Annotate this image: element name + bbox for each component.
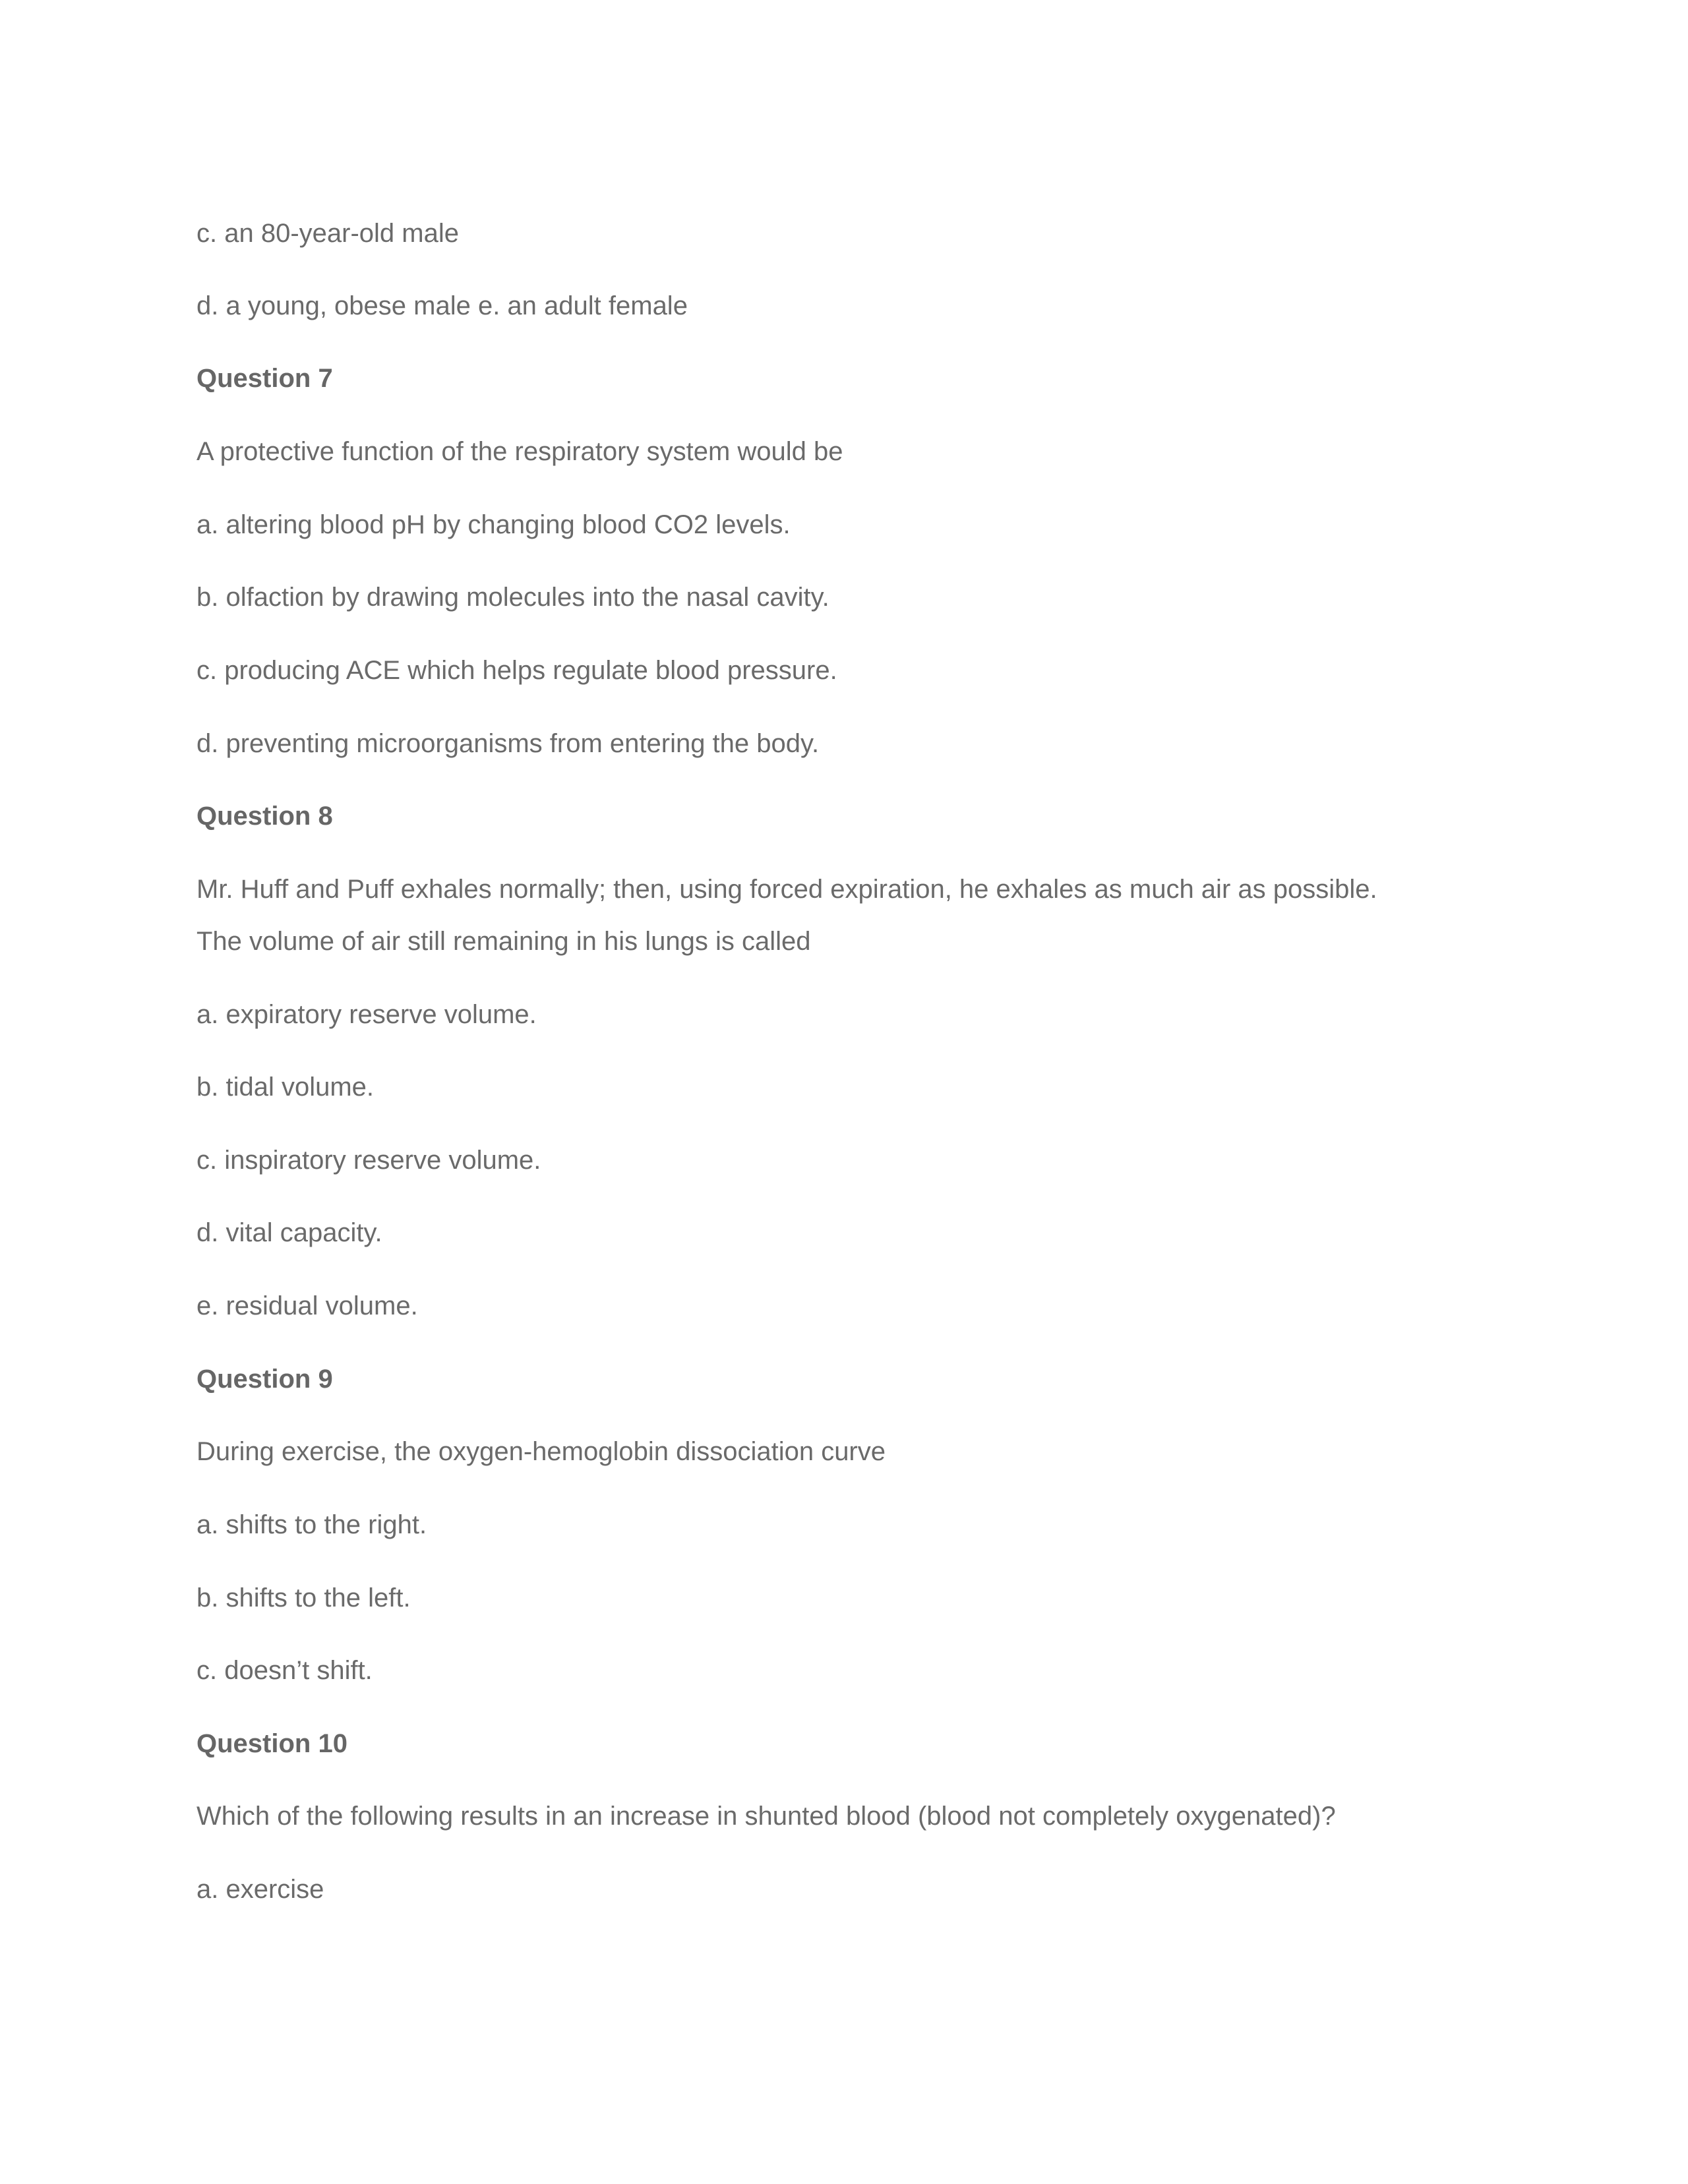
- question-8-stem-line-2: The volume of air still remaining in his lungs is called: [196, 927, 811, 956]
- question-8-option-c: c. inspiratory reserve volume.: [196, 1146, 541, 1175]
- question-10-stem: Which of the following results in an increase in shunted blood (blood not completely oxygenated)?: [196, 1802, 1336, 1831]
- question-8-option-b: b. tidal volume.: [196, 1073, 375, 1102]
- question-7-stem: A protective function of the respiratory system would be: [196, 437, 843, 466]
- question-7-option-a: a. altering blood pH by changing blood CO2 levels.: [196, 510, 791, 539]
- question-7-option-c: c. producing ACE which helps regulate blood pressure.: [196, 656, 837, 685]
- q6-option-c: c. an 80-year-old male: [196, 219, 459, 248]
- question-10-option-a: a. exercise: [196, 1875, 324, 1904]
- question-8-stem-line-1: Mr. Huff and Puff exhales normally; then, using forced expiration, he exhales as much air as possible.: [196, 875, 1377, 904]
- question-8-option-d: d. vital capacity.: [196, 1218, 382, 1247]
- question-8-heading: Question 8: [196, 802, 333, 831]
- question-7-option-b: b. olfaction by drawing molecules into the nasal cavity.: [196, 583, 829, 612]
- q6-option-d-e: d. a young, obese male e. an adult female: [196, 291, 688, 320]
- question-9-heading: Question 9: [196, 1365, 333, 1394]
- question-8-option-a: a. expiratory reserve volume.: [196, 1000, 537, 1029]
- question-10-heading: Question 10: [196, 1729, 347, 1758]
- question-7-heading: Question 7: [196, 364, 333, 393]
- question-7-option-d: d. preventing microorganisms from entering the body.: [196, 729, 820, 758]
- question-9-option-a: a. shifts to the right.: [196, 1510, 427, 1539]
- question-9-stem: During exercise, the oxygen-hemoglobin dissociation curve: [196, 1437, 886, 1466]
- question-8-option-e: e. residual volume.: [196, 1291, 418, 1320]
- question-9-option-c: c. doesn’t shift.: [196, 1656, 373, 1685]
- question-9-option-b: b. shifts to the left.: [196, 1583, 411, 1612]
